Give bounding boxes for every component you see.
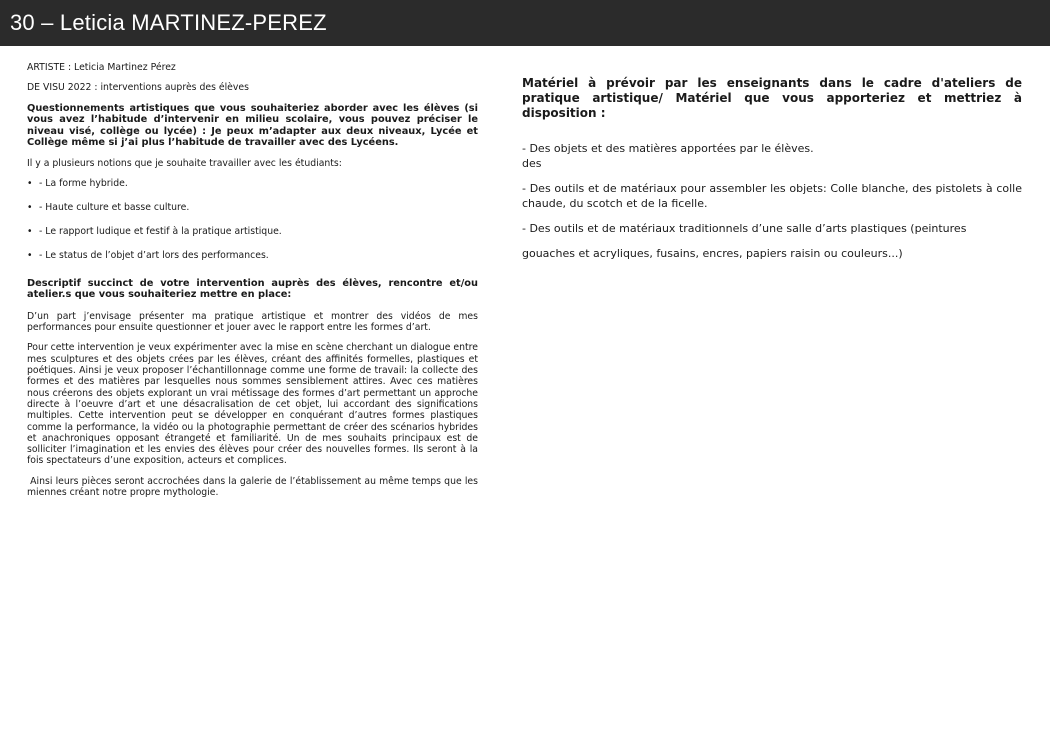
materials-item: - Des outils et de matériaux traditionnels d’une salle d’arts plastiques (peintures <box>522 222 967 235</box>
left-column <box>27 62 481 507</box>
materials-item-tail: des <box>522 157 542 170</box>
paragraph: D’un part j’envisage présenter ma pratique artistique et montrer des vidéos de mes performances pour ensuite questionner et jouer avec le rapport entre les formes d’art. <box>27 310 478 334</box>
question1-heading: Questionnements artistiques que vous souhaiteriez aborder avec les élèves (si vous avez l’habitude d’intervenir en milieu scolaire, vous pouvez préciser le niveau visé, collège ou lycée) : Je peux m’adapter aux deux niveaux, Lycée et Collège même si j’ai plus l’habitude de travailler avec des Lycéens. <box>27 102 478 149</box>
list-item <box>27 226 478 237</box>
paragraph: Ainsi leurs pièces seront accrochées dans la galerie de l’établissement au même temps que les miennes créant notre propre mythologie. <box>27 475 481 499</box>
materials-item-continued: gouaches et acryliques, fusains, encres, papiers raisin ou couleurs...) <box>522 247 903 260</box>
notions-intro: Il y a plusieurs notions que je souhaite travailler avec les étudiants: <box>27 157 342 169</box>
artist-line: ARTISTE : Leticia Martinez Pérez <box>27 62 176 73</box>
list-item-text: - Haute culture et basse culture. <box>39 201 190 213</box>
list-item <box>27 250 478 261</box>
paragraph: Pour cette intervention je veux expérimenter avec la mise en scène cherchant un dialogue entre mes sculptures et des objets crées par les élèves, créant des affinités formelles, plastiques et poétiques. Ainsi je veux proposer l’échantillonnage comme une forme de travail: la collecte des formes et des matières par lesquelles nous sommes sensiblement attires. Avec ces matières nous créerons des objets explorant un vrai métissage des formes d’art permettant un approche directe à l’oeuvre d’art et une désacralisation de cet objet, lui accordant des significations multiples. Cette intervention peut se développer en conquérant d’autres formes plastiques comme la performance, la vidéo ou la photographie permettant de créer des scénarios hybrides et anachroniques opposant étrangeté et familiarité. Un de mes souhaits principaux est de solliciter l’imagination et les envies des élèves pour créer des nouvelles formes. Ils seront à la fois spectateurs d’une exposition, acteurs et complices. <box>27 342 478 467</box>
question2-heading: Descriptif succinct de votre intervention auprès des élèves, rencontre et/ou atelier.s que vous souhaiteriez mettre en place: <box>27 277 478 301</box>
list-item <box>27 202 478 213</box>
materials-heading: Matériel à prévoir par les enseignants dans le cadre d'ateliers de pratique artistique/ Matériel que vous apporteriez et mettriez à disposition : <box>522 76 1022 120</box>
materials-item: - Des outils et de matériaux pour assembler les objets: Colle blanche, des pistolets à colle chaude, du scotch et de la ficelle. <box>522 182 1022 210</box>
list-item <box>27 178 478 189</box>
list-item-text: - Le rapport ludique et festif à la pratique artistique. <box>39 225 282 237</box>
materials-item: - Des objets et des matières apportées par le élèves. <box>522 142 814 155</box>
bullet-icon: • <box>27 225 33 237</box>
page-header <box>0 0 1050 46</box>
bullet-icon: • <box>27 249 33 261</box>
page-title: 30 – Leticia MARTINEZ-PEREZ <box>10 10 327 35</box>
bullet-icon: • <box>27 201 33 213</box>
list-item-text: - La forme hybride. <box>39 177 128 189</box>
notions-list <box>27 178 478 261</box>
bullet-icon: • <box>27 177 33 189</box>
right-column <box>522 76 1022 271</box>
list-item-text: - Le status de l’objet d’art lors des performances. <box>39 249 269 261</box>
devisu-line: DE VISU 2022 : interventions auprès des élèves <box>27 82 249 94</box>
